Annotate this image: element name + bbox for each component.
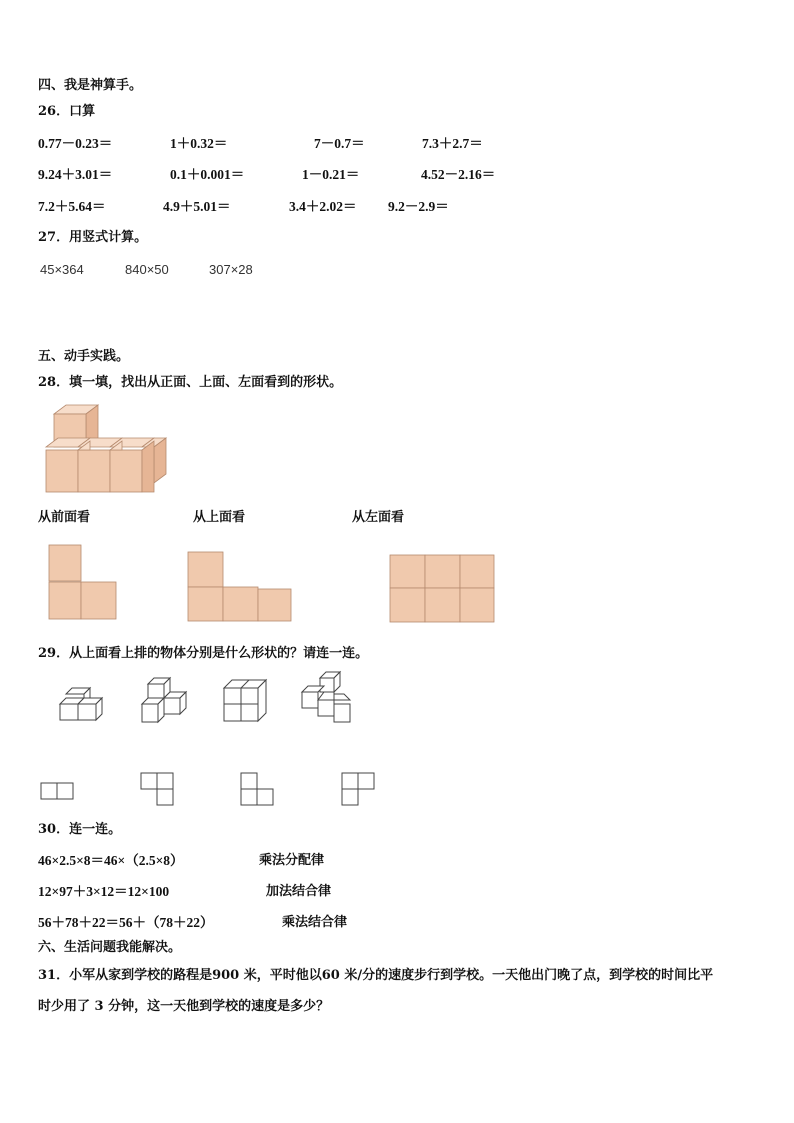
- q30-right-2: 加法结合律: [266, 884, 332, 899]
- q26-r2-c4: 4.52－2.16＝: [421, 167, 496, 182]
- view-label-left: 从左面看: [352, 510, 405, 525]
- top-view-shape: [187, 551, 295, 623]
- q29-object-2: [136, 676, 188, 726]
- q26-label: 26．口算: [38, 104, 96, 119]
- q29-view-4: [341, 772, 377, 808]
- q26-r3-c1: 7.2＋5.64＝: [38, 199, 106, 214]
- q27-item-1: 45×364: [40, 262, 84, 277]
- q26-r3-c3: 3.4＋2.02＝: [289, 199, 357, 214]
- q28-cube-figure: [40, 402, 170, 494]
- q26-r1-c4: 7.3＋2.7＝: [422, 136, 483, 151]
- q26-r1-c2: 1＋0.32＝: [170, 136, 228, 151]
- q29-view-1: [40, 782, 76, 802]
- q26-r2-c1: 9.24＋3.01＝: [38, 167, 113, 182]
- q26-r2-c2: 0.1＋0.001＝: [170, 167, 245, 182]
- q31-line-2: 时少用了 3 分钟，这一天他到学校的速度是多少？: [38, 999, 330, 1014]
- section-5-heading: 五、动手实践。: [38, 349, 130, 364]
- q27-item-2: 840×50: [125, 262, 169, 277]
- q29-object-3: [220, 678, 270, 724]
- q30-left-1: 46×2.5×8＝46×（2.5×8）: [38, 853, 184, 868]
- q26-r3-c4: 9.2－2.9＝: [388, 199, 449, 214]
- view-label-front: 从前面看: [38, 510, 91, 525]
- q29-object-1: [56, 686, 104, 724]
- q27-item-3: 307×28: [209, 262, 253, 277]
- front-view-shape: [48, 544, 118, 620]
- q29-view-3: [240, 772, 276, 808]
- q29-label: 29．从上面看上排的物体分别是什么形状的？请连一连。: [38, 646, 369, 661]
- q30-right-3: 乘法结合律: [282, 915, 348, 930]
- q26-r1-c3: 7－0.7＝: [314, 136, 365, 151]
- q29-view-2: [140, 772, 176, 808]
- q31-line-1: 31．小军从家到学校的路程是900 米，平时他以60 米/分的速度步行到学校。一天他出门晚了点，到学校的时间比平: [38, 968, 714, 983]
- view-label-top: 从上面看: [193, 510, 246, 525]
- q27-label: 27．用竖式计算。: [38, 230, 148, 245]
- q30-right-1: 乘法分配律: [259, 853, 325, 868]
- q26-r3-c2: 4.9＋5.01＝: [163, 199, 231, 214]
- left-view-shape: [389, 554, 497, 624]
- q30-left-2: 12×97＋3×12＝12×100: [38, 884, 170, 899]
- q28-label: 28．填一填，找出从正面、上面、左面看到的形状。: [38, 375, 343, 390]
- section-6-heading: 六、生活问题我能解决。: [38, 940, 182, 955]
- section-4-heading: 四、我是神算手。: [38, 78, 143, 93]
- q30-label: 30．连一连。: [38, 822, 122, 837]
- q29-object-4: [300, 670, 354, 726]
- q26-r2-c3: 1－0.21＝: [302, 167, 360, 182]
- q30-left-3: 56＋78＋22＝56＋（78＋22）: [38, 915, 214, 930]
- q26-r1-c1: 0.77－0.23＝: [38, 136, 113, 151]
